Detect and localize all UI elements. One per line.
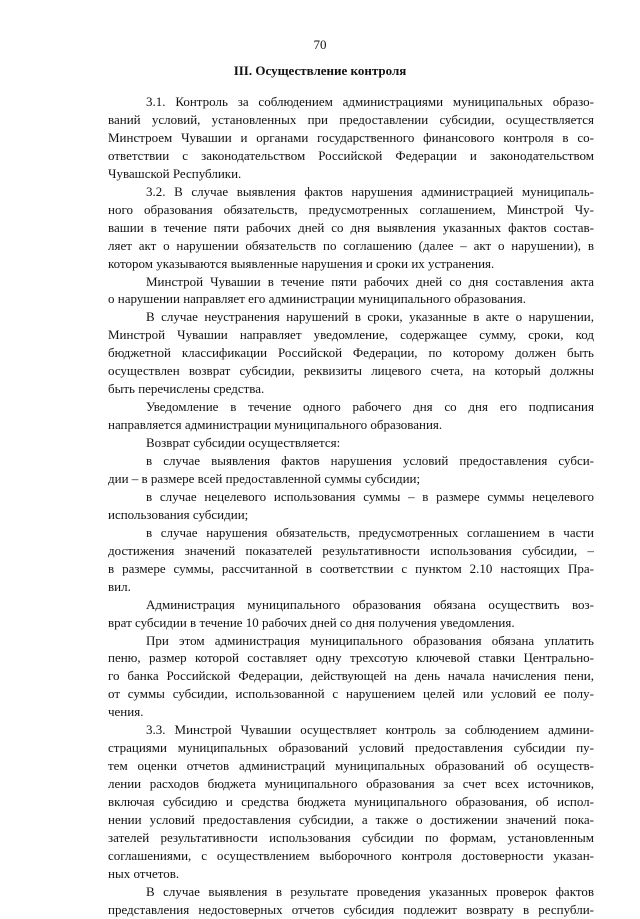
text-line: направляется администрации муниципального образования.	[108, 417, 443, 433]
text-line: пеню, размер которой составляет одну трехсотую ключевой ставки Центрально-	[108, 650, 594, 666]
text-line: включая субсидию и средства бюджета муниципального образования, об испол-	[108, 794, 594, 809]
text-line: Минстрой Чувашии в течение пяти рабочих дней со дня составления акта	[146, 273, 594, 289]
text-line: в случае нецелевого использования суммы – в размере суммы нецелевого	[146, 488, 594, 504]
text-line: в размере суммы, рассчитанной в соответствии с пунктом 2.10 настоящих Пра-	[108, 560, 594, 576]
text-line: Администрация муниципального образования обязана осуществить воз-	[146, 596, 594, 612]
text-line: Чувашской Республики.	[108, 165, 242, 181]
text-line: в случае нарушения обязательств, предусмотренных соглашением в части	[146, 524, 594, 540]
text-line: страциями муниципальных образований условий предоставления субсидии пу-	[108, 740, 594, 756]
text-line: вашии в течение пяти рабочих дней со дня выявления указанных фактов состав-	[108, 219, 594, 235]
text-line: При этом администрация муниципального образования обязана уплатить	[146, 632, 594, 648]
text-line: зателей результативности использования субсидии по формам, установленным	[108, 829, 594, 845]
page-number: 70	[313, 37, 327, 52]
text-line: ного образования обязательств, предусмотренных соглашением, Минстрой Чу-	[108, 201, 594, 217]
text-line: тем оценки отчетов администраций муниципальных образований об осуществ-	[108, 758, 594, 774]
text-line: о нарушении направляет его администрации муниципального образования.	[108, 291, 526, 307]
section-title: III. Осуществление контроля	[233, 63, 407, 78]
text-line: ных отчетов.	[108, 865, 180, 881]
text-line: в случае выявления фактов нарушения условий предоставления субси-	[146, 453, 594, 468]
text-line: дии – в размере всей предоставленной суммы субсидии;	[108, 470, 421, 486]
text-line: ляет акт о нарушении обязательств по соглашению (далее – акт о нарушении), в	[108, 237, 594, 253]
text-line: ответствии с законодательством Российской Федерации и законодательством	[108, 147, 594, 163]
text-line: использования субсидии;	[108, 506, 249, 522]
text-line: В случае выявления в результате проведения указанных проверок фактов	[146, 883, 594, 899]
text-line: Минстрой Чувашии направляет уведомление, содержащее сумму, сроки, код	[108, 327, 594, 343]
text-line: ваний условий, установленных при предоставлении субсидии, осуществляется	[108, 112, 594, 127]
text-line: 3.1. Контроль за соблюдением администрациями муниципальных образо-	[146, 94, 594, 109]
text-line: бюджетной классификации Российской Федерации, по которому должен быть	[108, 345, 594, 361]
text-line: нении условий предоставления субсидии, а также о достижении значений пока-	[108, 812, 594, 827]
text-line: осуществлен возврат субсидии, реквизиты лицевого счета, на который должны	[108, 363, 594, 379]
text-line: В случае неустранения нарушений в сроки, указанные в акте о нарушении,	[146, 309, 594, 325]
text-line: Минстроем Чувашии и органами государственного финансового контроля в со-	[108, 129, 594, 145]
text-line: го банка Российской Федерации, действующей на день начала начисления пени,	[108, 668, 594, 684]
text-line: достижения значений показателей результативности использования субсидии, –	[108, 542, 594, 558]
text-line: Возврат субсидии осуществляется:	[146, 435, 341, 451]
text-line: Уведомление в течение одного рабочего дня со дня его подписания	[146, 399, 594, 415]
text-line: 3.3. Минстрой Чувашии осуществляет контроль за соблюдением админи-	[146, 722, 594, 738]
text-line: лении расходов бюджета муниципального образования за счет всех источников,	[108, 776, 594, 792]
text-line: вил.	[108, 578, 131, 594]
text-line: котором указываются выявленные нарушения и сроки их устранения.	[108, 255, 495, 271]
text-line: чения.	[108, 704, 144, 720]
text-line: быть перечислены средства.	[108, 381, 265, 397]
text-line: представления недостоверных отчетов субсидия подлежит возврату в республи-	[108, 901, 594, 917]
text-line: от суммы субсидии, использованной с нарушением целей или условий ее полу-	[108, 686, 594, 702]
text-line: соглашениями, с осуществлением выборочного контроля достоверности указан-	[108, 847, 594, 863]
text-line: 3.2. В случае выявления фактов нарушения администрацией муниципаль-	[146, 183, 594, 199]
text-line: врат субсидии в течение 10 рабочих дней со дня получения уведомления.	[108, 614, 515, 630]
